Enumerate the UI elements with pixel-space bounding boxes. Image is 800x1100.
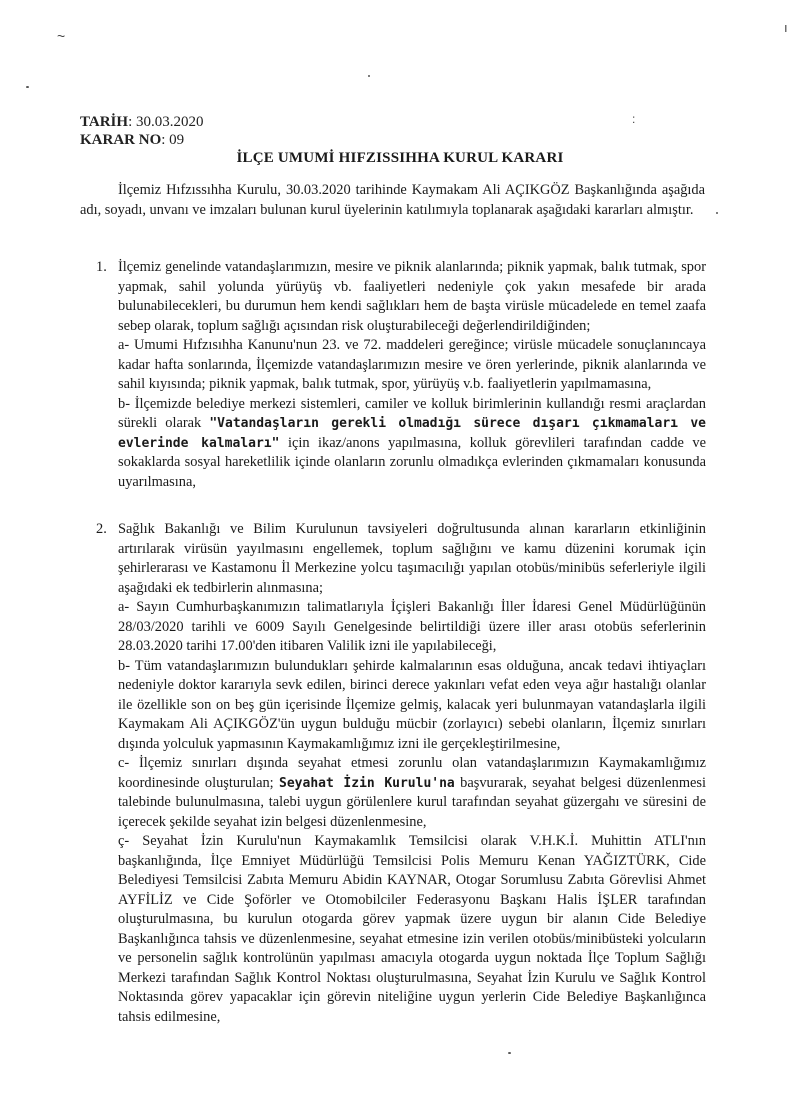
document-date — [80, 114, 203, 131]
item-number: 1. — [96, 259, 107, 275]
sub-item-a: a- Sayın Cumhurbaşkanımızın talimatlarıyla İçişleri Bakanlığı İller İdaresi Genel Müdürlüğünün 28/03/2020 tarihli ve 6009 Sayılı Genelgesinde belirtildiği üzere iller arası otobüs seferlerinin 28.03.2020 tarihi 17.00'den itibaren Valilik izni ile yapılabileceği, — [118, 599, 706, 654]
item-number: 2. — [96, 521, 107, 537]
sub-item-c-emphasis: Seyahat İzin Kurulu'na — [279, 775, 455, 791]
decision-item-2 — [96, 520, 707, 1027]
document-title: İLÇE UMUMİ HIFZISSIHHA KURUL KARARI — [236, 150, 564, 166]
item-text: İlçemiz genelinde vatandaşlarımızın, mesire ve piknik alanlarında; piknik yapmak, balık tutmak, spor yapmak, sahil yolunda yürüyüş vb. faaliyetleri nedeniyle çok yakın mesafede bir arada bulunabilecekleri, bu durumun hem kendi sağlıkları hem de başta virüsle mücadelede en temel zaafa sebep olarak, toplum sağlığı açısından risk oluşturabileceği değerlendirildiğinden; — [118, 259, 706, 334]
karar-label: KARAR NO — [80, 132, 162, 148]
sub-item-b-post: için ikaz/anons yapılmasına, kolluk görevlileri tarafından cadde ve sokaklarda sosyal hareketlilik içinde olanların zorunlu olmadıkça evlerinden çıkmamaları konusunda uyarılmasına, — [118, 434, 706, 490]
karar-value: : 09 — [161, 132, 185, 148]
scan-speck — [716, 212, 718, 214]
sub-item-b-pre: b- İlçemizde belediye merkezi sistemleri, camiler ve kolluk birimlerinin kullandığı resmi araçlardan sürekli olarak — [118, 395, 706, 431]
sub-item-a: a- Umumi Hıfzısıhha Kanunu'nun 23. ve 72. maddeleri gereğince; virüsle mücadele sonuçlanıncaya kadar hafta sonlarında, İlçemizde vatandaşlarımızın mesire ve ören yerlerinde, piknik alanlarında ve sahil kıyısında; piknik yapmak, balık tutmak, spor, yürüyüş v.b. faaliyetlerin yapılmamasına, — [118, 337, 706, 392]
sub-item-c-cedilla: ç- Seyahat İzin Kurulu'nun Kaymakamlık Temsilcisi olarak V.H.K.İ. Muhittin ATLI'nın başkanlığında, İlçe Emniyet Müdürlüğü Temsilcisi Polis Memuru Kenan YAĞIZTÜRK, Cide Belediyesi Temsilcisi Zabıta Memuru Abidin KAYNAR, Otogar Sorumlusu Zabıta Görevlisi Ahmet AYFİLİZ ve Cide Şoförler ve Otomobilciler Federasyonu Başkanı Halis İŞLER tarafından oluşturulmasına, bu kurulun otogarda görev yapmak üzere uygun bir alanın Cide Belediye Başkanlığınca tahsis ve düzenlenmesine, seyahat etmesine izin verilen otobüs/minibüsteki yolcuların ve personelin sağlık kontrolünün yapılması amacıyla otogarda uygun noktada İlçe Toplum Sağlığı Merkezi tarafından Sağlık Kontrol Noktası oluşturulmasına, Seyahat İzin Kurulu ve Sağlık Kontrol Noktasında görev yapacaklar için görevin niteliğine uygun yerlerin Cide Belediye Başkanlığınca tahsis edilmesine, — [118, 833, 706, 1025]
scan-mark: ı — [784, 20, 788, 35]
sub-item-b-emphasis: "Vatandaşların gerekli olmadığı sürece dışarı çıkmamaları ve evlerinde kalmaları" — [118, 416, 706, 451]
decision-number — [80, 132, 184, 149]
scan-speck — [508, 1052, 511, 1054]
scan-speck — [26, 86, 29, 88]
date-label: TARİH — [80, 114, 129, 130]
scan-mark: ~ — [57, 28, 66, 44]
scan-speck — [368, 75, 370, 77]
intro-paragraph: İlçemiz Hıfzıssıhha Kurulu, 30.03.2020 tarihinde Kaymakam Ali AÇIKGÖZ Başkanlığında aşağıda adı, soyadı, unvanı ve imzaları bulunan kurul üyelerinin katılımıyla toplanarak aşağıdaki kararları almıştır. — [80, 182, 705, 218]
sub-item-c-post: başvurarak, seyahat belgesi düzenlenmesi talebinde bulunulmasına, talebi uygun görülenlere kurul tarafından seyahat güzergahı ve süresini de içerecek şekilde seyahat izin belgesi düzenlenmesine, — [118, 774, 707, 830]
date-value: : 30.03.2020 — [128, 114, 204, 130]
decision-item-1 — [96, 258, 706, 492]
sub-item-b — [118, 395, 706, 493]
sub-item-b: b- Tüm vatandaşlarımızın bulundukları şehirde kalmalarının esas olduğuna, ancak tedavi ihtiyaçları nedeniyle doktor kararıyla sevk edilen, birinci derece yakınları vefat eden veya ağır hastalığı olanlar ile özellikle son on beş gün içerisinde İlçemize gelmiş, kalacak yeri bulunmayan vatandaşlarla ilgili Kaymakam Ali AÇIKGÖZ'ün uygun bulduğu mücbir (zorlayıcı) sebebi olanların, İlçemiz sınırları dışında yolculuk yapmasının Kaymakamlığımız izni ile gerçekleştirilmesine, — [118, 657, 706, 752]
sub-item-c-pre: c- İlçemiz sınırları dışında seyahat etmesi zorunlu olan vatandaşlarımızın Kaymakamlığımız koordinesinde oluşturulan; — [118, 755, 706, 791]
item-text: Sağlık Bakanlığı ve Bilim Kurulunun tavsiyeleri doğrultusunda alınan kararların etkinliğinin artırılarak virüsün yayılmasını engellemek, toplum sağlığını ve kamu düzenini korumak için şehirlerarası ve Kastamonu İl Merkezine yolcu taşımacılığı yapılan otobüs/minibüs seferleriyle ilgili aşağıdaki ek tedbirlerin alınmasına; — [118, 521, 706, 596]
scan-mark: : — [632, 112, 636, 126]
sub-item-c — [118, 754, 706, 832]
